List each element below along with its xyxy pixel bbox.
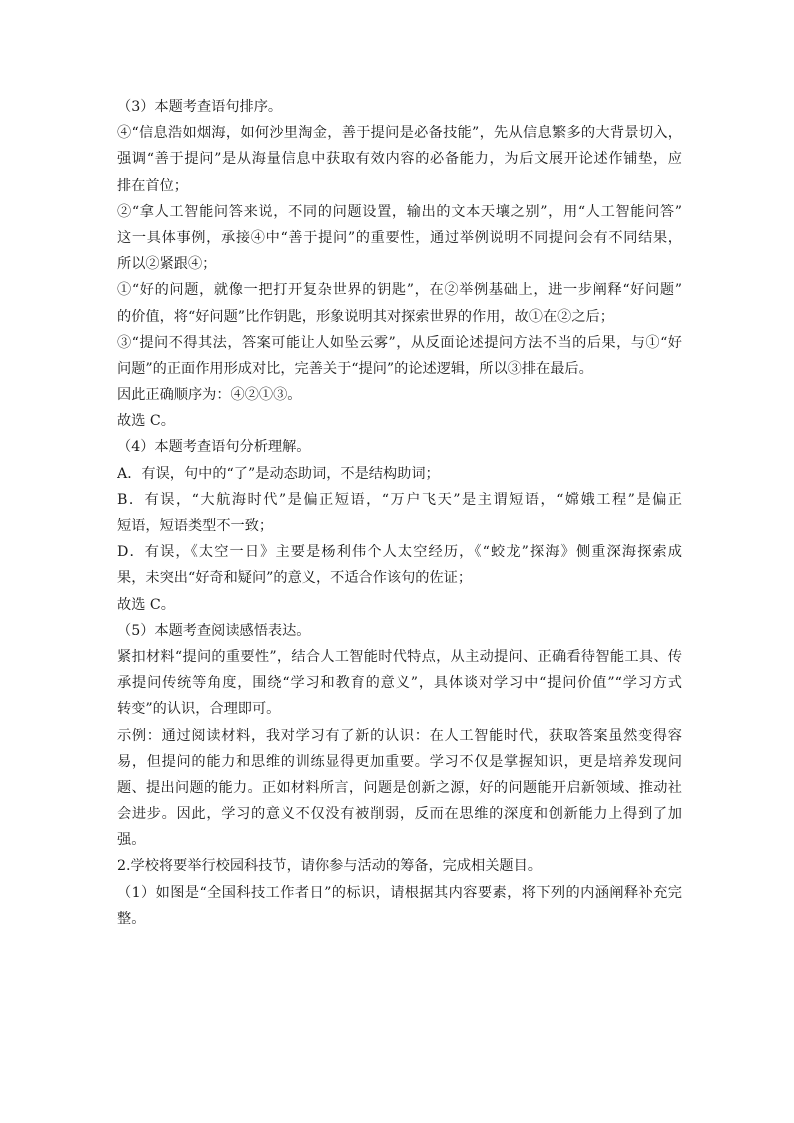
- question-2-1-cont: 整。: [117, 910, 146, 927]
- document-page: [117, 94, 682, 932]
- section-heading-4: （4）本题考查语句分析理解。: [117, 439, 311, 456]
- answer-choice: 故选 C。: [117, 413, 175, 430]
- paragraph-line: ④“信息浩如烟海，如何沙里淘金，善于提问是必备技能”，先从信息繁多的大背景切入，: [117, 125, 682, 142]
- example-line: 题、提出问题的能力。正如材料所言，问题是创新之源，好的问题能开启新领域、推动社: [117, 779, 682, 796]
- example-line: 强。: [117, 832, 146, 849]
- paragraph-line: 所以②紧跟④；: [117, 256, 217, 273]
- paragraph-line: 问题”的正面作用形成对比，完善关于“提问”的论述逻辑，所以③排在最后。: [117, 360, 593, 377]
- paragraph-line: 这一具体事例，承接④中“善于提问”的重要性，通过举例说明不同提问会有不同结果，: [117, 229, 682, 246]
- question-2-1: （1）如图是“全国科技工作者日”的标识，请根据其内容要素，将下列的内涵阐释补充完: [117, 884, 682, 901]
- option-b-cont: 短语，短语类型不一致；: [117, 518, 274, 534]
- paragraph-line: 承提问传统等角度，围绕“学习和教育的意义”，具体谈对学习中“提问价值”“学习方式: [117, 675, 682, 692]
- answer-choice: 故选 C。: [117, 596, 175, 613]
- answer-order: 因此正确顺序为：④②①③。: [117, 387, 302, 404]
- paragraph-line: 排在首位；: [117, 177, 188, 194]
- paragraph-line: 转变”的认识，合理即可。: [117, 701, 281, 718]
- paragraph-line: 紧扣材料“提问的重要性”，结合人工智能时代特点，从主动提问、正确看待智能工具、传: [117, 648, 682, 665]
- paragraph-line: ③“提问不得其法，答案可能让人如坠云雾”，从反面论述提问方法不当的后果，与①“好: [117, 334, 682, 351]
- example-line: 易，但提问的能力和思维的训练显得更加重要。学习不仅是掌握知识，更是培养发现问: [117, 753, 682, 770]
- section-heading-5: （5）本题考查阅读感悟表达。: [117, 622, 311, 639]
- paragraph-line: 强调“善于提问”是从海量信息中获取有效内容的必备能力，为后文展开论述作铺垫，应: [117, 151, 682, 168]
- option-a: A．有误，句中的“了”是动态助词，不是结构助词；: [117, 465, 440, 482]
- paragraph-line: ②“拿人工智能问答来说，不同的问题设置，输出的文本天壤之别”，用“人工智能问答”: [117, 203, 682, 220]
- section-heading-3: （3）本题考查语句排序。: [117, 99, 283, 115]
- example-line: 会进步。因此，学习的意义不仅没有被削弱，反而在思维的深度和创新能力上得到了加: [117, 806, 682, 823]
- option-d-cont: 果，未突出“好奇和疑问”的意义，不适合作该句的佐证；: [117, 570, 473, 587]
- question-2-heading: 2.学校将要举行校园科技节，请你参与活动的筹备，完成相关题目。: [117, 858, 542, 875]
- paragraph-line: ①“好的问题，就像一把打开复杂世界的钥匙”，在②举例基础上，进一步阐释“好问题”: [117, 282, 682, 299]
- example-line: 示例：通过阅读材料，我对学习有了新的认识：在人工智能时代，获取答案虽然变得容: [117, 727, 682, 744]
- option-d: D．有误，《太空一日》主要是杨利伟个人太空经历，《“蛟龙”探海》侧重深海探索成: [117, 544, 682, 561]
- option-b: B．有误，“大航海时代”是偏正短语，“万户飞天”是主谓短语，“嫦娥工程”是偏正: [117, 491, 682, 508]
- paragraph-line: 的价值，将“好问题”比作钥匙，形象说明其对探索世界的作用，故①在②之后；: [117, 308, 614, 325]
